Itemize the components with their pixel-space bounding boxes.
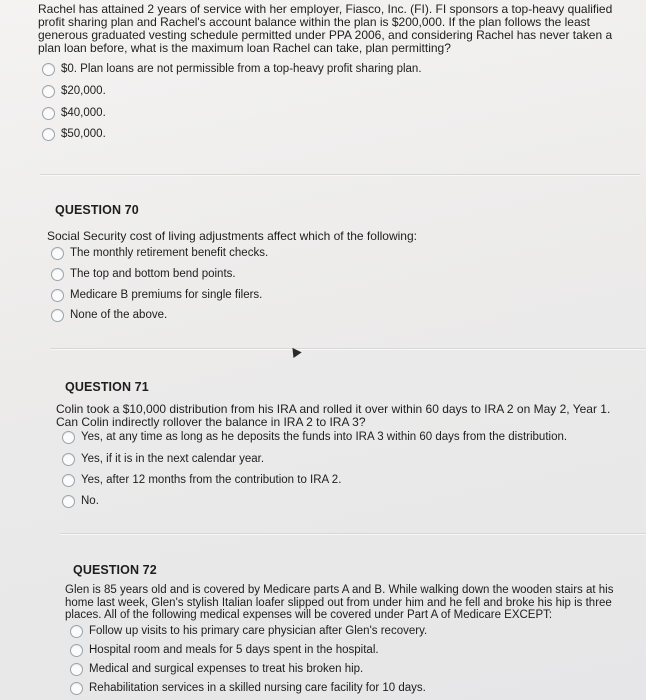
radio-button[interactable] (62, 431, 75, 444)
option-label: No. (81, 495, 99, 507)
q69-stem: Rachel has attained 2 years of service with her employer, Fiasco, Inc. (FI). FI sponsors a top-heavy qualified profit sharing plan and Rachel's account balance within the plan is $200,000. If the plan follows the least generous graduated vesting schedule permitted under PPA 2006, and considering Rachel has never taken a plan loan before, what is the maximum loan Rachel can take, plan permitting? (38, 2, 613, 55)
option-label: Medicare B premiums for single filers. (70, 289, 263, 301)
option-label: Rehabilitation services in a skilled nursing care facility for 10 days. (89, 682, 426, 694)
q70-option-1[interactable] (51, 246, 268, 260)
option-label: Yes, after 12 months from the contribution to IRA 2. (81, 474, 342, 486)
q72-option-1[interactable] (70, 624, 427, 638)
q72-option-3[interactable] (70, 662, 363, 676)
radio-button[interactable] (70, 682, 83, 695)
q71-option-4[interactable] (62, 494, 99, 508)
option-label: $50,000. (61, 128, 106, 140)
q70-stem: Social Security cost of living adjustments affect which of the following: (47, 229, 417, 243)
question-divider (60, 533, 646, 534)
option-label: Follow up visits to his primary care physician after Glen's recovery. (89, 625, 428, 637)
option-label: Hospital room and meals for 5 days spent in the hospital. (89, 644, 379, 656)
q71-option-3[interactable] (62, 473, 341, 487)
option-label: $40,000. (61, 107, 106, 119)
radio-button[interactable] (42, 128, 55, 141)
q71-option-1[interactable] (62, 430, 567, 444)
radio-button[interactable] (70, 663, 83, 676)
option-label: Medical and surgical expenses to treat his broken hip. (89, 663, 364, 675)
q70-option-3[interactable] (51, 288, 262, 302)
radio-button[interactable] (42, 63, 55, 76)
q70-title: QUESTION 70 (55, 203, 139, 217)
option-label: Yes, if it is in the next calendar year. (81, 453, 265, 465)
radio-button[interactable] (62, 495, 75, 508)
option-label: The monthly retirement benefit checks. (70, 247, 269, 259)
q71-option-2[interactable] (62, 452, 264, 466)
q71-stem: Colin took a $10,000 distribution from his IRA and rolled it over within 60 days to IRA 2 on May 2, Year 1. Can Colin indirectly rollover the balance in IRA 2 to IRA 3? (56, 402, 611, 429)
q72-title: QUESTION 72 (73, 563, 157, 577)
radio-button[interactable] (51, 289, 64, 302)
radio-button[interactable] (51, 268, 64, 281)
option-label: $20,000. (61, 85, 106, 97)
radio-button[interactable] (51, 309, 64, 322)
question-divider (40, 174, 640, 175)
q69-option-3[interactable] (42, 106, 106, 120)
radio-button[interactable] (51, 247, 64, 260)
radio-button[interactable] (70, 625, 83, 638)
q69-option-4[interactable] (42, 127, 106, 141)
q69-option-1[interactable] (42, 62, 422, 76)
radio-button[interactable] (62, 453, 75, 466)
option-label: $0. Plan loans are not permissible from a top-heavy profit sharing plan. (61, 63, 422, 75)
mouse-cursor-icon (288, 345, 301, 358)
option-label: Yes, at any time as long as he deposits the funds into IRA 3 within 60 days from the distribution. (81, 431, 568, 443)
option-label: None of the above. (70, 309, 168, 321)
q71-title: QUESTION 71 (65, 380, 149, 394)
q70-option-4[interactable] (51, 308, 167, 322)
q72-option-4[interactable] (70, 681, 426, 695)
q69-option-2[interactable] (42, 84, 106, 98)
question-divider (50, 348, 646, 349)
radio-button[interactable] (42, 85, 55, 98)
q72-option-2[interactable] (70, 643, 379, 657)
radio-button[interactable] (42, 107, 55, 120)
radio-button[interactable] (62, 474, 75, 487)
radio-button[interactable] (70, 644, 83, 657)
option-label: The top and bottom bend points. (70, 268, 236, 280)
q72-stem: Glen is 85 years old and is covered by Medicare parts A and B. While walking down the wooden stairs at his home last week, Glen's stylish Italian loafer slipped out from under him and he fell and broke his hip is three places. All of the following medical expenses will be covered under Part A of Medicare EXCEPT: (65, 584, 614, 621)
q70-option-2[interactable] (51, 267, 236, 281)
